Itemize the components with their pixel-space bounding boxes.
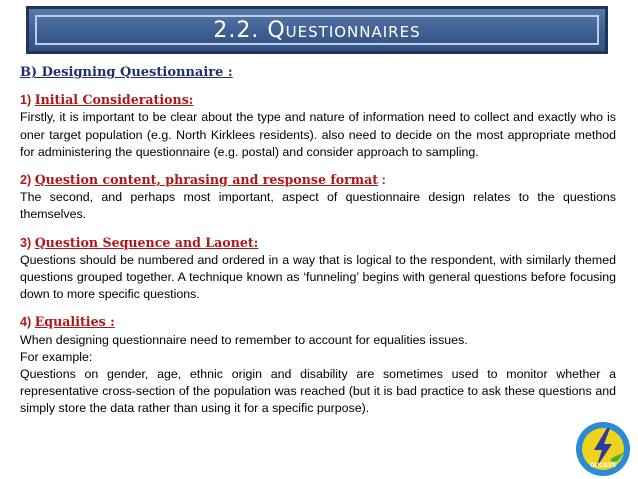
slide-title: 2.2. Questionnaires — [213, 17, 421, 43]
section-body-line: For example: — [20, 349, 93, 364]
section-body: Questions on gender, age, ethnic origin and disability are sometimes used to monitor whether a representative cross-section of the population was reached (but it is bad practice to ask these questions and simply store the data rather than using it for a specific purpose). — [20, 367, 616, 416]
title-bar — [26, 6, 608, 54]
section-body: Firstly, it is important to be clear about the type and nature of information need to collect and exactly who is oner target population (e.g. North Kirklees residents). also need to decide on the most appropriate method for administering the questionnaire (e.g. postal) and consider approach to sampling. — [20, 110, 616, 159]
section-heading: 2) Question content, phrasing and response format : — [20, 172, 386, 188]
subtitle: B) Designing Questionnaire : — [20, 65, 233, 80]
section-body: Questions should be numbered and ordered in a way that is logical to the respondent, with similarly themed questions grouped together. A technique known as ‘funneling’ begins with general questions before focusing down to more specific questions. — [20, 252, 616, 302]
section-heading: 3) Question Sequence and Laonet: — [20, 234, 259, 250]
section-body-line: When designing questionnaire need to remember to account for equalities issues. — [20, 332, 468, 347]
section-4 — [20, 313, 616, 417]
logo-icon — [574, 420, 632, 478]
section-body: The second, and perhaps most important, aspect of questionnaire design relates to the questions themselves. — [20, 190, 616, 222]
section-heading: 1) Initial Considerations: — [20, 92, 194, 108]
section-heading: 4) Equalities : — [20, 314, 115, 330]
section-2 — [20, 171, 616, 224]
section-3 — [20, 234, 616, 304]
section-1 — [20, 91, 616, 161]
slide-content — [20, 64, 616, 418]
logo-text: OUCBSS — [590, 463, 616, 469]
